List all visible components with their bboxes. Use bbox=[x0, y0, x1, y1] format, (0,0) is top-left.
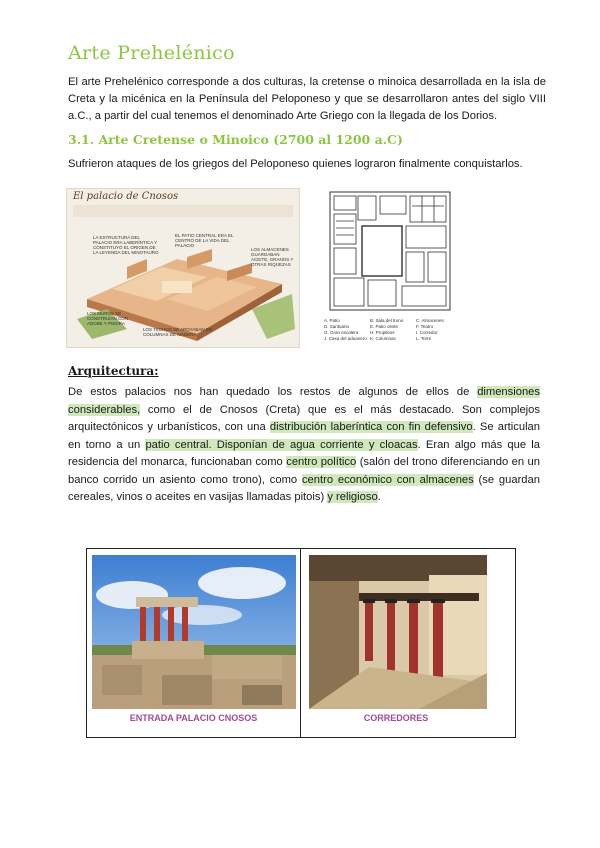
text-run: como el de Cnosos (Creta) que es el más destacado. Son complejos arquitectónicos y urbanísticos, con una bbox=[68, 403, 540, 433]
plan-legend-item: J. Casa del aduanero bbox=[324, 336, 367, 341]
palace-illustration bbox=[66, 188, 300, 348]
highlight-patio-central: patio central. Disponían de agua corriente y cloacas bbox=[145, 438, 418, 451]
highlight-centro-politico: centro político bbox=[286, 456, 357, 468]
plan-legend-item: K. Columnas bbox=[370, 336, 396, 341]
plan-legend-item: C. Almacenes bbox=[416, 318, 444, 323]
plan-legend-item: A. Patio bbox=[324, 318, 340, 323]
illustration-label: LOS ALMACENES GUARDABAN ACEITE, GRANOS Y OTRAS RIQUEZAS bbox=[251, 247, 294, 267]
highlight-centro-economico: centro económico con almacenes bbox=[301, 473, 474, 486]
caption-entrada-palacio: ENTRADA PALACIO CNOSOS bbox=[129, 713, 258, 723]
illustration-label: LOS TECHOS SE APOYABAN EN COLUMNAS DE MADERA bbox=[143, 327, 213, 337]
palace-floor-plan bbox=[322, 186, 462, 346]
plan-legend-item: F. Teatro bbox=[416, 324, 434, 329]
intro-paragraph: El arte Prehelénico corresponde a dos culturas, la cretense o minoica desarrollada en la isla de Creta y la micénica en la Península del Peloponeso y que se desarrollaron antes del siglo VIII a.C., a partir del cual tenemos el denominado Arte Griego con la llegada de los Dorios. bbox=[68, 76, 546, 122]
caption-corredores: CORREDORES bbox=[363, 713, 429, 723]
text-run: . Eran algo más que la residencia del monarca, funcionaban como bbox=[68, 438, 540, 468]
photo-corredores bbox=[309, 555, 487, 709]
text-run: . bbox=[377, 491, 381, 503]
text-run: (salón del trono diferenciando en un banco corrido un asiento como trono), como bbox=[68, 456, 540, 486]
paragraph-conquest: Sufrieron ataques de los griegos del Peloponeso quienes lograron finalmente conquistarlos. bbox=[68, 158, 523, 170]
photo-table bbox=[86, 548, 516, 738]
section-subheading: 3.1. Arte Cretense o Minoico (2700 al 1200 a.C) bbox=[68, 132, 403, 147]
floor-plan-drawing bbox=[322, 186, 462, 314]
paragraph-arquitectura bbox=[68, 384, 540, 507]
highlight-distribucion: distribución laberíntica con fin defensivo bbox=[269, 421, 473, 433]
plan-legend-item: H. Propileos bbox=[370, 330, 395, 335]
plan-legend-item: E. Patio oeste bbox=[370, 324, 399, 329]
highlight-dimensiones: dimensiones considerables, bbox=[68, 386, 540, 416]
illustration-title: El palacio de Cnosos bbox=[73, 191, 179, 202]
plan-legend-item: L. Torre bbox=[416, 336, 432, 341]
text-run: De estos palacios nos han quedado los restos de algunos de ellos de bbox=[68, 386, 478, 398]
text-run: (se guardan cereales, vinos o aceites en vasijas llamadas pitois) bbox=[68, 473, 540, 503]
plan-legend-item: D. Santuario bbox=[324, 324, 350, 329]
section-heading-arquitectura: Arquitectura: bbox=[68, 364, 159, 378]
text-run: . Se articulan en torno a un bbox=[68, 421, 541, 451]
page-title: Arte Prehelénico bbox=[68, 42, 235, 64]
plan-legend-item: I. Corredor bbox=[416, 330, 438, 335]
plan-legend-item: G. Gran escalera bbox=[324, 330, 359, 335]
illustration-label: LA ESTRUCTURA DEL PALACIO ERA LABERÍNTICA Y CONSTITUYÓ EL ORIGEN DE LA LEYENDA DEL MINOTAURO bbox=[93, 235, 159, 255]
plan-legend-item: B. Sala del trono bbox=[370, 318, 404, 323]
table-divider bbox=[300, 549, 301, 737]
highlight-religioso: y religioso bbox=[327, 491, 378, 503]
illustration-label: LOS MUROS SE CONSTRUÍAN CON ADOBE Y PIEDRA bbox=[87, 311, 129, 326]
illustration-label: EL PATIO CENTRAL ERA EL CENTRO DE LA VIDA DEL PALACIO bbox=[175, 233, 234, 248]
photo-entrada-palacio bbox=[92, 555, 296, 709]
